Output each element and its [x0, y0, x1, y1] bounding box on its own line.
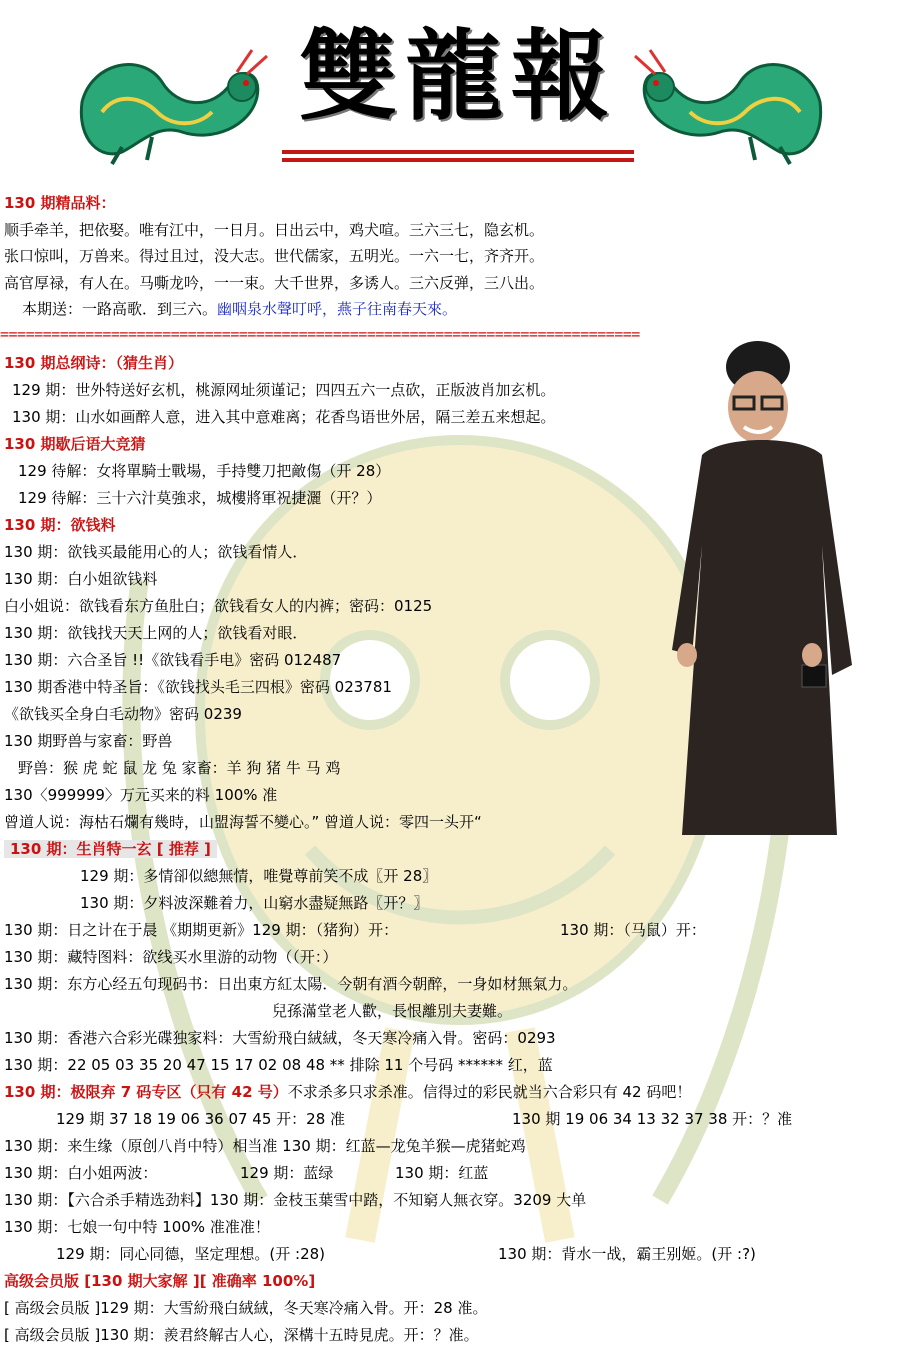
qiniang-130: 130 期：背水一战，霸王别姬。(开 :?)	[498, 1245, 756, 1263]
money-line: 130 期香港中特圣旨：《欲钱找头毛三四根》密码 023781	[4, 678, 392, 696]
dragon-left-icon	[62, 42, 272, 167]
money-line: 130 期：六合圣旨 !!《欲钱看手电》密码 012487	[4, 651, 342, 669]
extreme-130: 130 期 19 06 34 13 32 37 38 开：？准	[512, 1110, 793, 1128]
vip-130: [ 高级会员版 ]130 期：羨君終解古人心，深構十五時見虎。开：？准。	[4, 1326, 479, 1344]
qiniang-line: 130 期：七娘一句中特 100% 准准准！	[4, 1218, 270, 1236]
extreme-red: 130 期：极限弃 7 码专区（只有 42 号）	[4, 1083, 288, 1101]
poem-129: 129 期：世外特送好玄机，桃源网址须谨记；四四五六一点砍，正版波肖加玄机。	[12, 381, 556, 399]
premium-line-1: 顺手牵羊，把依娶。唯有江中，一日月。日出云中，鸡犬喧。三六三七，隐玄机。	[4, 221, 545, 239]
zodiac-heading-text: 130 期：生肖特一玄 [ 推荐 ]	[4, 840, 217, 858]
poem-heading: 130 期总纲诗：（猜生肖）	[4, 354, 184, 372]
hidden-line: 130 期：藏特图料：欲线买水里游的动物（（开：）	[4, 948, 338, 966]
wave-a: 130 期：白小姐两波：	[4, 1164, 158, 1182]
extreme-line	[4, 1082, 691, 1102]
money-line: 130 期：欲钱找天天上网的人；欲钱看对眼．	[4, 624, 308, 642]
money-line: 白小姐说：欲钱看东方鱼肚白；欲钱看女人的内裤；密码：0125	[4, 597, 433, 615]
sutra-2: 兒孫滿堂老人歡，長恨離別夫妻難。	[272, 1002, 513, 1020]
poem-130: 130 期：山水如画醉人意，进入其中意难离；花香鸟语世外居，隔三差五来想起。	[12, 408, 556, 426]
premium-line-2: 张口惊叫，万兽来。得过且过，没大志。世代儒家，五明光。一六一七，齐齐开。	[4, 247, 545, 265]
plan-right: 130 期：（马鼠）开：	[560, 921, 706, 939]
money-line: 130 期：白小姐欲钱料	[4, 570, 158, 588]
masthead-title: 雙龍報	[298, 19, 617, 134]
money-heading: 130 期：欲钱料	[4, 516, 116, 534]
gift-blue: 幽咽泉水聲叮呼，燕子往南春天來。	[217, 300, 458, 318]
money-line: 130 期野兽与家畜：野兽	[4, 732, 173, 750]
premium-heading: 130 期精品料：	[4, 194, 116, 212]
dragon-right-icon	[630, 42, 840, 167]
zodiac-129: 129 期：多情卻似總無情，唯覺尊前笑不成〖开 28〗	[80, 867, 438, 885]
disc-line: 130 期：香港六合彩光碟独家料：大雪紛飛白絨絨，冬天寒冷痛入骨。密码：0293	[4, 1029, 556, 1047]
riddle-line-1: 129 待解：女将單騎士戰場，手持雙刀把敵傷（开 28）	[18, 462, 391, 480]
wave-b: 129 期：蓝绿	[240, 1164, 334, 1182]
zodiac-130: 130 期：夕料波深難着力，山窮水盡疑無路〖开？〗	[80, 894, 429, 912]
money-line: 野兽：猴 虎 蛇 鼠 龙 兔 家畜：羊 狗 猪 牛 马 鸡	[18, 759, 341, 777]
fate-line: 130 期：来生缘（原创八肖中特）相当准 130 期：红蓝—龙兔羊猴—虎猪蛇鸡	[4, 1137, 526, 1155]
plan-left: 130 期：日之计在于晨 《期期更新》129 期：（猪狗）开：	[4, 921, 399, 939]
masthead	[0, 0, 900, 190]
masthead-underline	[282, 150, 634, 166]
riddle-heading: 130 期歇后语大竞猜	[4, 435, 146, 453]
wave-c: 130 期：红蓝	[395, 1164, 489, 1182]
separator: ===========================================================================	[0, 325, 640, 343]
extreme-129: 129 期 37 18 19 06 36 07 45 开：28 准	[56, 1110, 346, 1128]
man-portrait-icon	[662, 335, 874, 835]
vip-heading: 高级会员版 [130 期大家解 ][ 准确率 100%]	[4, 1272, 316, 1290]
money-line: 《欲钱买全身白毛动物》密码 0239	[4, 705, 242, 723]
riddle-line-2: 129 待解：三十六汁莫強求，城樓將軍祝捷灑（开？）	[18, 489, 382, 507]
money-line: 130 期：欲钱买最能用心的人；欲钱看情人．	[4, 543, 308, 561]
premium-gift	[22, 299, 457, 319]
extreme-rest: 不求杀多只求杀准。信得过的彩民就当六合彩只有 42 码吧！	[287, 1083, 692, 1101]
numbers-line: 130 期：22 05 03 35 20 47 15 17 02 08 48 ** 排除 11 个号码 ****** 红，蓝	[4, 1056, 553, 1074]
money-line: 130〈999999〉万元买来的料 100% 准	[4, 786, 278, 804]
vip-129: [ 高级会员版 ]129 期：大雪紛飛白絨絨，冬天寒冷痛入骨。开：28 准。	[4, 1299, 488, 1317]
sutra-1: 130 期：东方心经五句现码书：日出東方紅太陽．今朝有酒今朝醉，一身如材無氣力。	[4, 975, 578, 993]
premium-line-3: 高官厚禄，有人在。马嘶龙吟，一一束。大千世界，多诱人。三六反弹，三八出。	[4, 274, 545, 292]
qiniang-129: 129 期：同心同德，坚定理想。(开 :28)	[56, 1245, 326, 1263]
zodiac-heading	[4, 839, 217, 859]
money-line: 曾道人说：海枯石爛有幾時，山盟海誓不變心。” 曾道人说：零四一头开“	[4, 813, 482, 831]
gift-prefix: 本期送：一路高歌．到三六。	[22, 300, 218, 318]
killer-line: 130 期：【六合杀手精选劲料】130 期：金枝玉葉雪中踏，不知窮人無衣穿。3209 大单	[4, 1191, 587, 1209]
